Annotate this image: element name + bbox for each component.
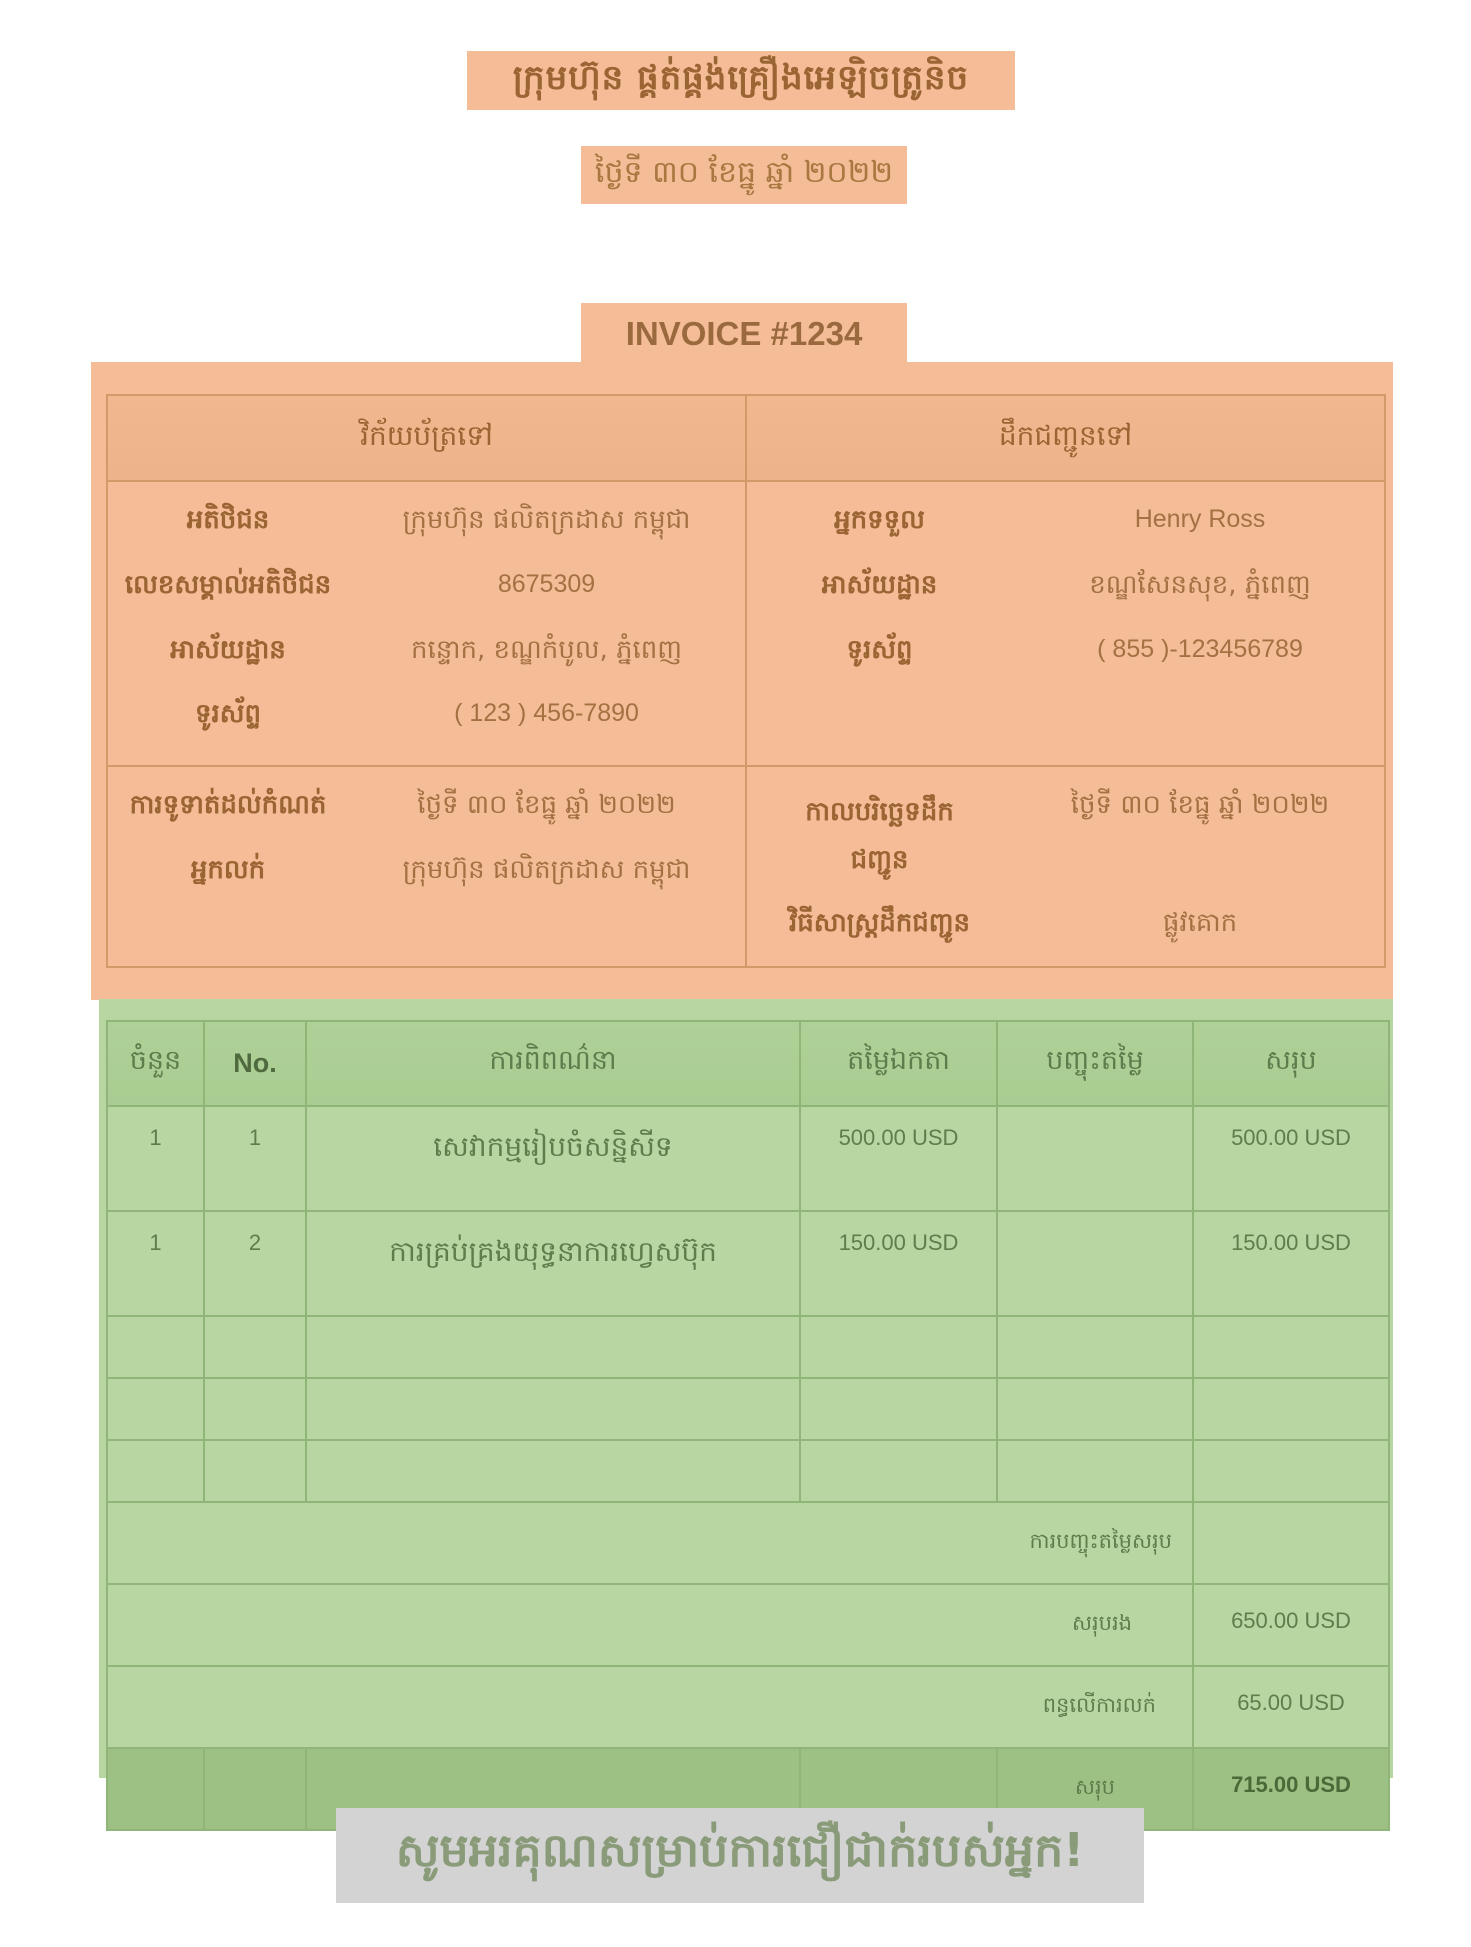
empty-cell (306, 1440, 800, 1502)
total-cell: 150.00 USD (1193, 1211, 1389, 1316)
field-label: ទូរស័ព្ទ (194, 699, 261, 729)
field-label: អាស័យដ្ឋាន (170, 635, 286, 665)
field-label: លេខសម្គាល់អតិថិជន (124, 570, 332, 600)
sales-tax-row (107, 1666, 1389, 1748)
empty-cell (204, 1316, 306, 1378)
description-cell: សេវាកម្មរៀបចំសន្និសីទ (306, 1106, 800, 1211)
field-label: វិធីសាស្ត្រដឹកជញ្ជូន (788, 908, 971, 938)
company-name: ក្រុមហ៊ុន ផ្គត់ផ្គង់គ្រឿងអេឡិចត្រូនិច (512, 57, 970, 98)
field-label: ទូរស័ព្ទ (846, 635, 913, 665)
field-value: ផ្លូវគោក (1162, 908, 1238, 938)
field-label: ការទូទាត់ដល់កំណត់ (129, 790, 327, 820)
qty-cell: 1 (107, 1211, 204, 1316)
ship-to-heading: ដឹកជញ្ជូនទៅ (998, 418, 1133, 452)
subtotal-row (107, 1584, 1389, 1666)
field-value: ក្រុមហ៊ុន ផលិតក្រដាស កម្ពុជា (402, 855, 691, 885)
delivery-date-row (747, 788, 1388, 884)
field-label: អាស័យដ្ឋាន (821, 570, 938, 600)
field-label: អតិថិជន (186, 505, 270, 535)
empty-cell (306, 1378, 800, 1440)
empty-cell (997, 1316, 1193, 1378)
total-discount-label: ការបញ្ចុះតម្លៃសរុប (107, 1502, 1193, 1584)
field-value: ខណ្ឌសែនសុខ, ភ្នំពេញ (1089, 570, 1311, 600)
company-name-banner (467, 51, 1015, 110)
col-total: សរុប (1193, 1021, 1389, 1106)
field-value: ( 123 ) 456-7890 (454, 699, 639, 727)
empty-cell (997, 1440, 1193, 1502)
bill-to-heading: វិក័យប័ត្រទៅ (108, 396, 747, 480)
empty-cell (1193, 1440, 1389, 1502)
total-discount-value (1193, 1502, 1389, 1584)
invoice-date: ថ្ងៃទី ៣០ ខែធ្នូ ឆ្នាំ ២០២២ (594, 155, 894, 190)
qty-cell: 1 (107, 1106, 204, 1211)
empty-cell (997, 1378, 1193, 1440)
sales-tax-label: ពន្ធលើការលក់ (107, 1666, 1193, 1748)
description-cell: ការគ្រប់គ្រងយុទ្ធនាការហ្វេសប៊ុក (306, 1211, 800, 1316)
field-value: ថ្ងៃទី ៣០ ខែធ្នូ ឆ្នាំ ២០២២ (417, 790, 676, 820)
subtotal-value: 650.00 USD (1193, 1584, 1389, 1666)
items-table (106, 1020, 1390, 1831)
field-value: កន្ទោក, ខណ្ឌកំបូល, ភ្នំពេញ (410, 635, 683, 665)
field-label: អ្នកទទួល (834, 505, 925, 535)
field-value: Henry Ross (1134, 505, 1266, 533)
ship-to-recipient-row (747, 503, 1388, 541)
col-description: ការពិពណ៌នា (306, 1021, 800, 1106)
bill-to-customer-id-row (108, 568, 745, 606)
empty-cell (1193, 1378, 1389, 1440)
delivery-method-row (747, 906, 1388, 944)
seller-row (108, 853, 745, 891)
thank-you-banner (336, 1808, 1144, 1903)
field-label: អ្នកលក់ (190, 855, 266, 885)
col-quantity: ចំនួន (107, 1021, 204, 1106)
grand-total-value: 715.00 USD (1193, 1748, 1389, 1830)
discount-cell (997, 1211, 1193, 1316)
col-discount: បញ្ចុះតម្លៃ (997, 1021, 1193, 1106)
total-cell: 500.00 USD (1193, 1106, 1389, 1211)
empty-cell (204, 1748, 306, 1830)
empty-cell (107, 1748, 204, 1830)
field-value: ថ្ងៃទី ៣០ ខែធ្នូ ឆ្នាំ ២០២២ (1070, 790, 1330, 820)
field-value: 8675309 (497, 570, 596, 598)
payment-due-row (108, 788, 745, 826)
row-divider (108, 765, 1384, 767)
invoice-number: INVOICE #1234 (625, 315, 863, 352)
bill-to-address-row (108, 633, 745, 671)
col-unit-price: តម្លៃឯកតា (800, 1021, 997, 1106)
empty-cell (306, 1316, 800, 1378)
empty-cell (107, 1378, 204, 1440)
date-banner (581, 146, 907, 204)
unit-price-cell: 150.00 USD (800, 1211, 997, 1316)
empty-cell (204, 1440, 306, 1502)
empty-cell (107, 1316, 204, 1378)
empty-cell (800, 1440, 997, 1502)
empty-cell (800, 1378, 997, 1440)
empty-cell (107, 1440, 204, 1502)
items-header-row (107, 1021, 1389, 1106)
table-row (107, 1211, 1389, 1316)
discount-cell (997, 1106, 1193, 1211)
total-discount-row (107, 1502, 1389, 1584)
empty-row (107, 1316, 1389, 1378)
unit-price-cell: 500.00 USD (800, 1106, 997, 1211)
empty-row (107, 1378, 1389, 1440)
thank-you-message: សូមអរគុណសម្រាប់ការជឿជាក់របស់អ្នក! (395, 1823, 1085, 1877)
empty-cell (800, 1316, 997, 1378)
invoice-title-tab (581, 303, 907, 365)
bill-to-customer-row (108, 503, 745, 541)
no-cell: 1 (204, 1106, 306, 1211)
subtotal-label: សរុបរង (107, 1584, 1193, 1666)
bill-to-phone-row (108, 697, 745, 735)
field-value: ( 855 )-123456789 (1097, 635, 1303, 663)
ship-to-address-row (747, 568, 1388, 606)
billing-shipping-table (106, 394, 1386, 968)
table-row (107, 1106, 1389, 1211)
empty-row (107, 1440, 1389, 1502)
no-cell: 2 (204, 1211, 306, 1316)
col-number: No. (204, 1021, 306, 1106)
ship-to-phone-row (747, 633, 1388, 671)
sales-tax-value: 65.00 USD (1193, 1666, 1389, 1748)
field-label: កាលបរិច្ឆេទដឹកជញ្ជូន (805, 797, 954, 875)
field-value: ក្រុមហ៊ុន ផលិតក្រដាស កម្ពុជា (402, 505, 691, 535)
grand-total-label: សរុប (997, 1748, 1193, 1830)
empty-cell (1193, 1316, 1389, 1378)
empty-cell (204, 1378, 306, 1440)
